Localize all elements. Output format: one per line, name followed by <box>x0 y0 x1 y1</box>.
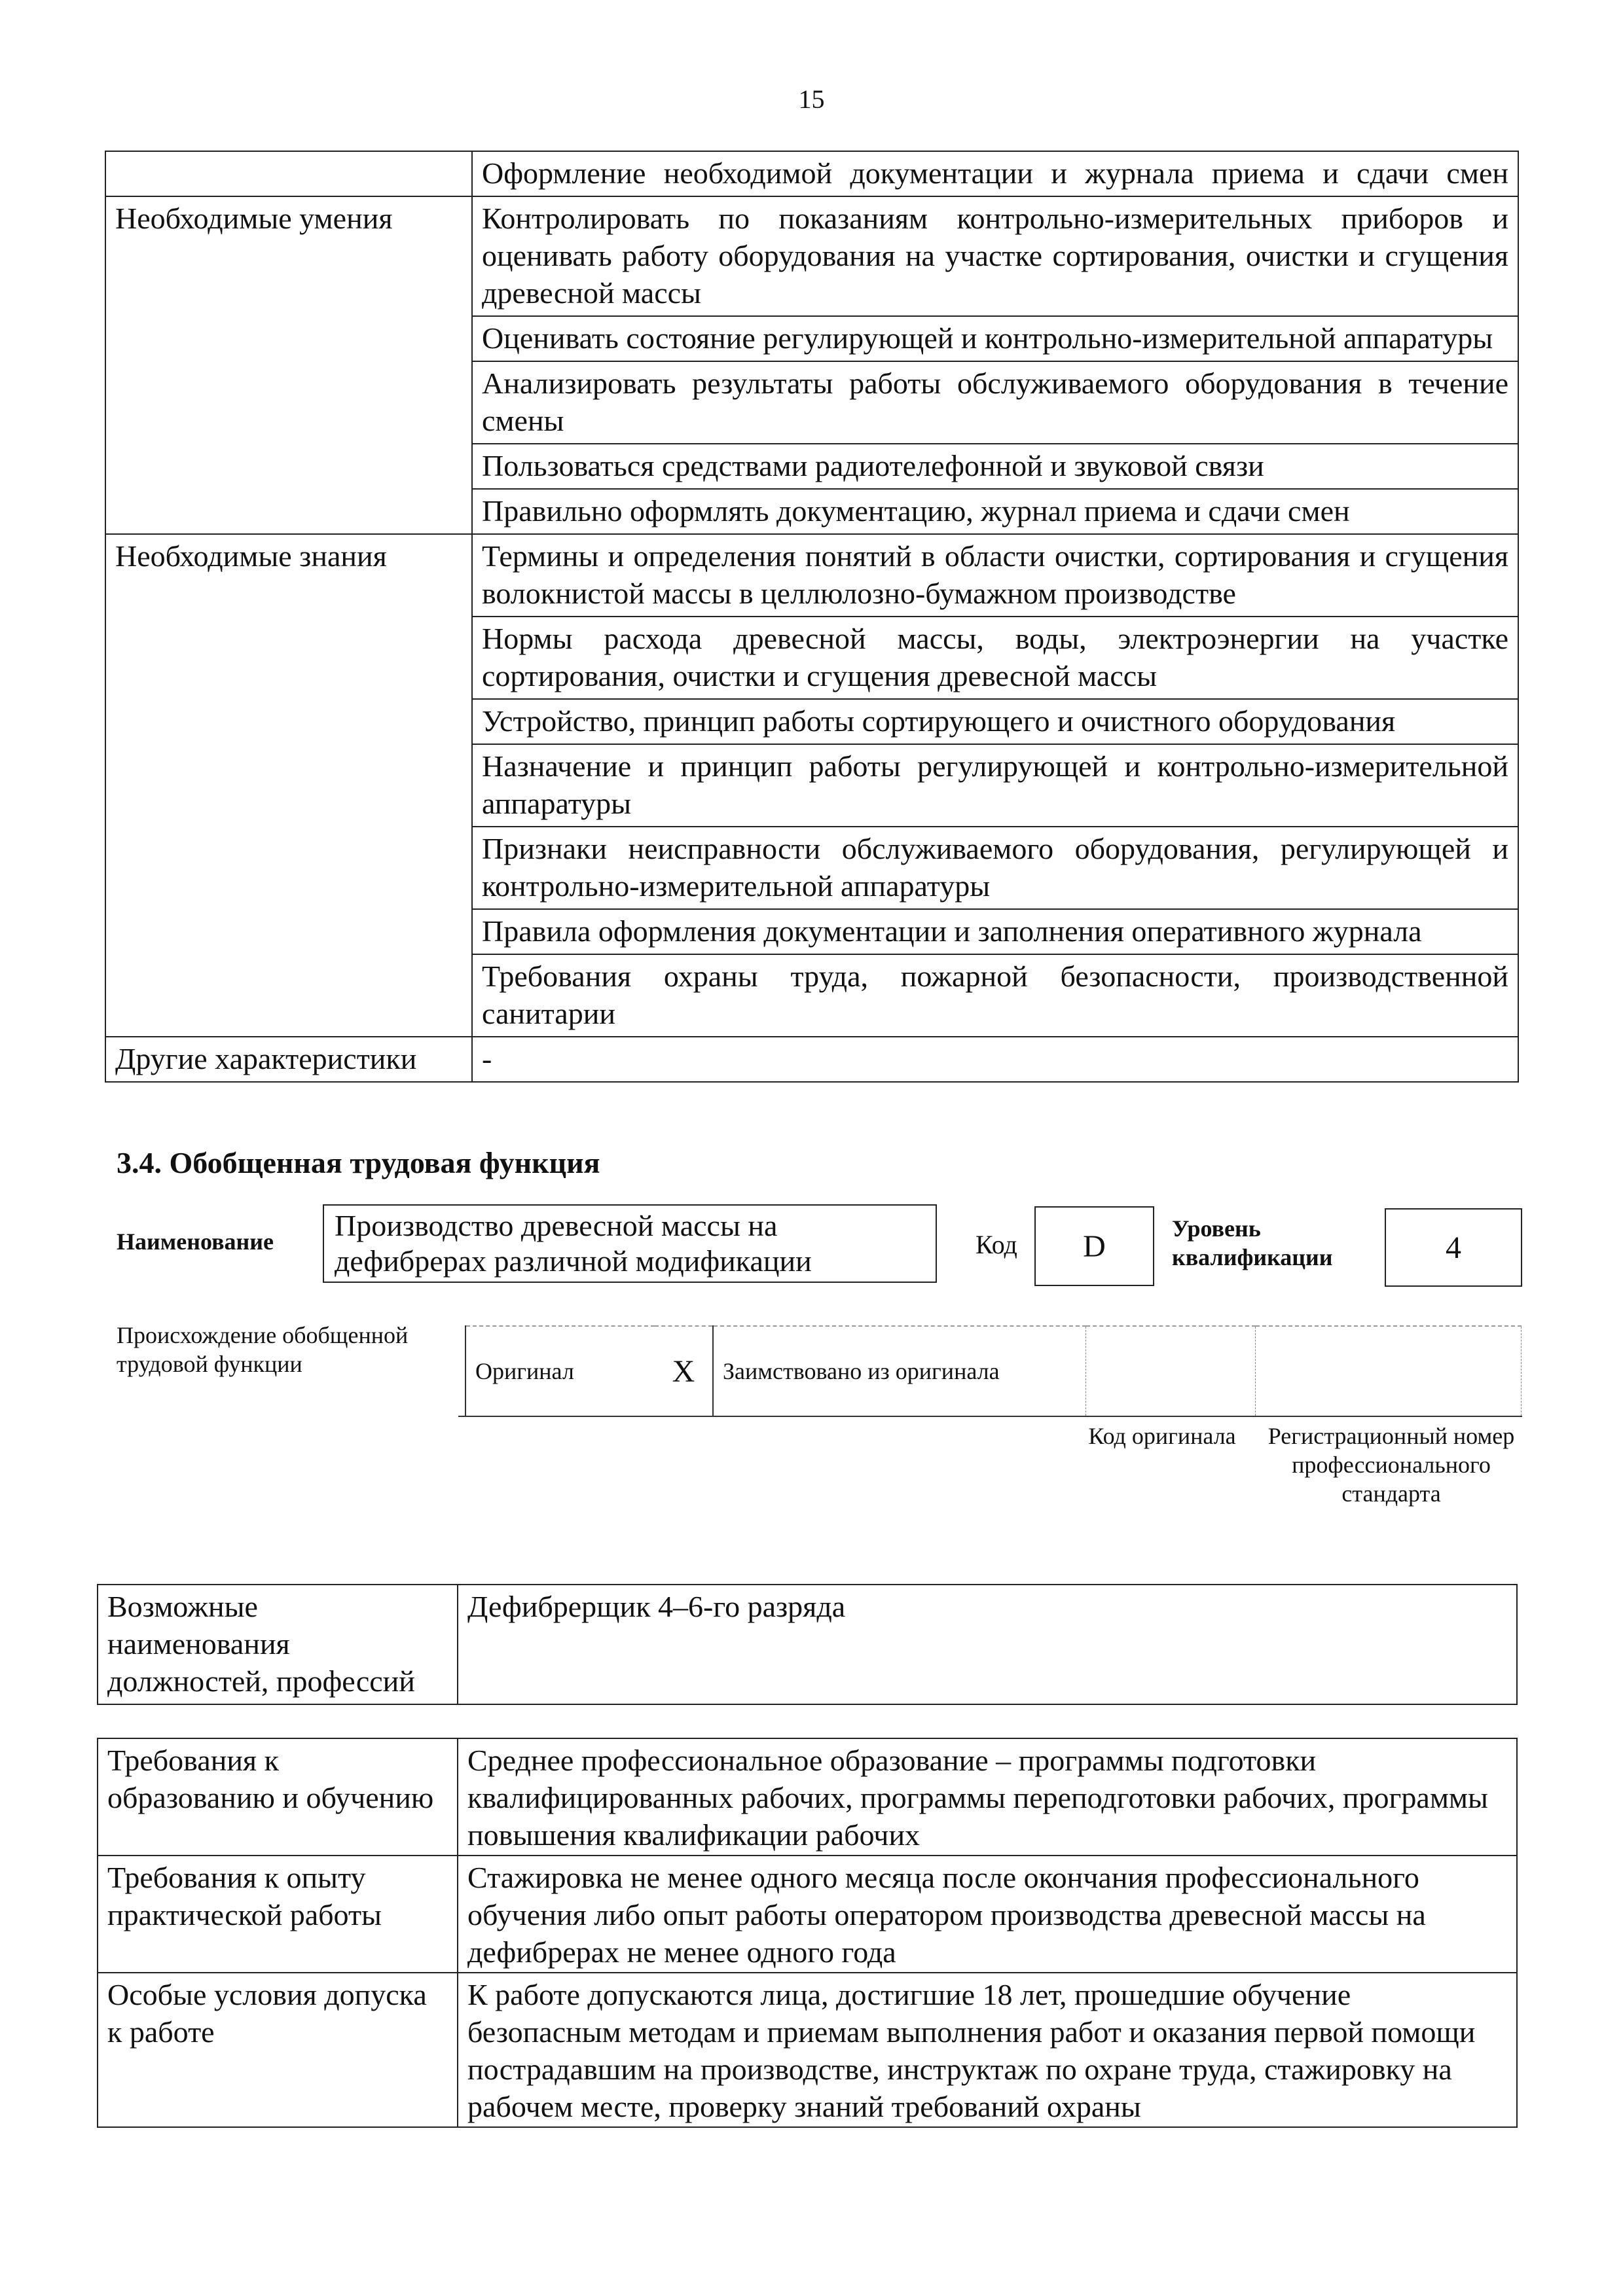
code-label: Код <box>976 1230 1017 1259</box>
page-number: 15 <box>798 84 825 114</box>
row-item: Устройство, принцип работы сортирующего и очистного оборудования <box>472 699 1518 744</box>
reg-number-caption: Регистрационный номер профессионального стандарта <box>1267 1423 1515 1507</box>
row-item: Контролировать по показаниям контрольно-измерительных приборов и оценивать работу оборудования на участке сортирования, очистки и сгущения древесной массы <box>472 196 1518 316</box>
table-row <box>105 196 1518 316</box>
borrowed-label: Заимствовано из оригинала <box>713 1326 1086 1416</box>
table-row <box>98 1973 1517 2127</box>
row-label: Необходимые умения <box>105 196 472 534</box>
row-item: Термины и определения понятий в области очистки, сортирования и сгущения волокнистой массы в целлюлозно-бумажном производстве <box>472 534 1518 617</box>
code-value: D <box>1034 1206 1154 1286</box>
table-row <box>105 1037 1518 1082</box>
table-row <box>98 1585 1517 1704</box>
table-row <box>98 1856 1517 1973</box>
requirements-table <box>97 1738 1518 2128</box>
row-value: Среднее профессиональное образование – программы подготовки квалифицированных рабочих, программы переподготовки рабочих, программы повышения квалификации рабочих <box>458 1738 1517 1856</box>
name-label: Наименование <box>117 1229 274 1255</box>
reg-number-cell <box>1256 1326 1522 1416</box>
origin-table <box>465 1325 1522 1417</box>
row-item: Нормы расхода древесной массы, воды, электроэнергии на участке сортирования, очистки и сгущения древесной массы <box>472 617 1518 699</box>
row-item: Назначение и принцип работы регулирующей и контрольно-измерительной аппаратуры <box>472 744 1518 827</box>
row-label: Необходимые знания <box>105 534 472 1037</box>
name-value: Производство древесной массы на дефибрерах различной модификации <box>323 1204 937 1283</box>
skills-knowledge-table <box>105 151 1519 1083</box>
row-item: Пользоваться средствами радиотелефонной и звуковой связи <box>472 444 1518 489</box>
row-value: Дефибрерщик 4–6-го разряда <box>458 1585 1517 1704</box>
row-item: Признаки неисправности обслуживаемого оборудования, регулирующей и контрольно-измерительной аппаратуры <box>472 827 1518 909</box>
row-label: Требования к образованию и обучению <box>98 1738 458 1856</box>
table-row <box>105 151 1518 196</box>
origin-label: Происхождение обобщенной трудовой функции <box>117 1322 409 1377</box>
level-value: 4 <box>1385 1208 1522 1287</box>
divider <box>458 1416 1522 1417</box>
row-item: Требования охраны труда, пожарной безопасности, производственной санитарии <box>472 954 1518 1037</box>
positions-table <box>97 1584 1518 1705</box>
row-value: Стажировка не менее одного месяца после окончания профессионального обучения либо опыт работы оператором производства древесной массы на дефибрерах не менее одного года <box>458 1856 1517 1973</box>
row-item: - <box>472 1037 1518 1082</box>
table-row <box>98 1738 1517 1856</box>
original-mark: X <box>655 1326 713 1416</box>
row-label <box>105 151 472 196</box>
row-label: Другие характеристики <box>105 1037 472 1082</box>
row-item: Правильно оформлять документацию, журнал приема и сдачи смен <box>472 489 1518 534</box>
level-label: Уровень квалификации <box>1172 1215 1333 1270</box>
row-item: Оформление необходимой документации и журнала приема и сдачи смен <box>472 151 1518 196</box>
row-label: Особые условия допуска к работе <box>98 1973 458 2127</box>
row-label: Возможные наименования должностей, профессий <box>98 1585 458 1704</box>
code-original-caption: Код оригинала <box>1088 1423 1236 1449</box>
table-row <box>465 1326 1522 1416</box>
row-value: К работе допускаются лица, достигшие 18 лет, прошедшие обучение безопасным методам и приемам выполнения работ и оказания первой помощи пострадавшим на производстве, инструктаж по охране труда, стажировку на рабочем месте, проверку знаний требований охраны <box>458 1973 1517 2127</box>
row-item: Правила оформления документации и заполнения оперативного журнала <box>472 909 1518 954</box>
row-label: Требования к опыту практической работы <box>98 1856 458 1973</box>
original-label: Оригинал <box>465 1326 655 1416</box>
table-row <box>105 534 1518 617</box>
row-item: Анализировать результаты работы обслуживаемого оборудования в течение смены <box>472 361 1518 444</box>
row-item: Оценивать состояние регулирующей и контрольно-измерительной аппаратуры <box>472 316 1518 361</box>
section-title: 3.4. Обобщенная трудовая функция <box>117 1146 600 1179</box>
code-original-cell <box>1086 1326 1256 1416</box>
